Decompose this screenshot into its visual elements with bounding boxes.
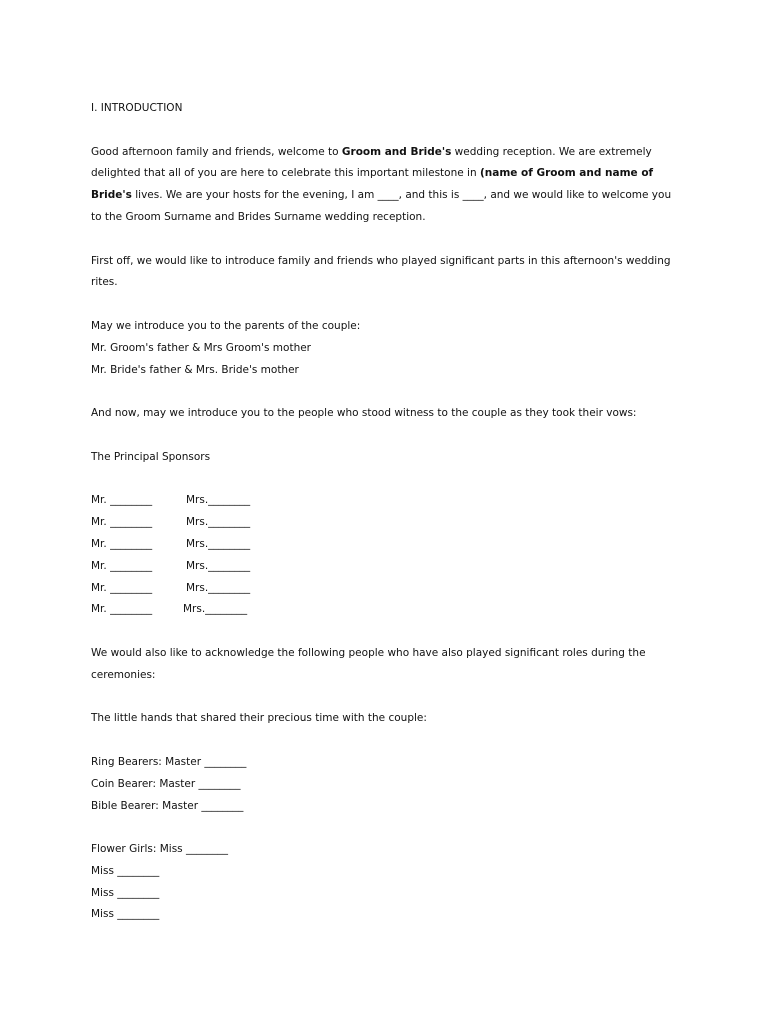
- sponsor-row: [91, 599, 681, 621]
- sponsor-mr: Mr. ________: [91, 516, 153, 529]
- sponsor-row: [91, 512, 681, 534]
- welcome-line-1: [91, 142, 681, 164]
- bride-parents: Mr. Bride's father & Mrs. Bride's mother: [91, 363, 299, 376]
- sponsor-mr: Mr. ________: [91, 581, 153, 594]
- welcome-line-4: to the Groom Surname and Brides Surname wedding reception.: [91, 210, 426, 223]
- spacer: [91, 621, 681, 643]
- sponsor-mr: Mr. ________: [91, 537, 153, 550]
- parents-intro: May we introduce you to the parents of the couple:: [91, 319, 361, 332]
- sponsor-mrs: Mrs.________: [186, 494, 251, 507]
- bearers-list: [91, 752, 681, 817]
- flower-girl: Miss ________: [91, 886, 160, 899]
- couple-name-bold: Groom and Bride's: [341, 145, 452, 158]
- bride-bold: Bride's: [91, 189, 132, 202]
- welcome-line-2: [91, 163, 681, 185]
- section-heading: I. INTRODUCTION: [91, 102, 183, 114]
- family-intro-line-2: rites.: [91, 276, 118, 289]
- principal-sponsors-list: [91, 490, 681, 621]
- acknowledge-line-1: We would also like to acknowledge the following people who have also played significant roles during the: [91, 646, 646, 659]
- acknowledge-line-2: ceremonies:: [91, 668, 156, 681]
- welcome-text: lives. We are your hosts for the evening, I am ____, and this is ____, and we would like to welcome you: [131, 189, 672, 202]
- principal-sponsors-title: The Principal Sponsors: [91, 450, 211, 463]
- sponsor-mrs: Mrs.________: [183, 603, 248, 616]
- document-body: [91, 98, 681, 926]
- welcome-line-3: [91, 185, 681, 207]
- welcome-paragraph: [91, 142, 681, 229]
- bible-bearer: Bible Bearer: Master ________: [91, 799, 244, 812]
- spacer: [91, 687, 681, 709]
- sponsor-row: [91, 578, 681, 600]
- sponsor-mrs: Mrs.________: [186, 516, 251, 529]
- witness-intro: And now, may we introduce you to the people who stood witness to the couple as they took their vows:: [91, 407, 637, 420]
- sponsor-row: [91, 556, 681, 578]
- spacer: [91, 229, 681, 251]
- sponsor-mrs: Mrs.________: [186, 581, 251, 594]
- acknowledge-paragraph: [91, 643, 681, 687]
- sponsor-row: [91, 534, 681, 556]
- spacer: [91, 730, 681, 752]
- sponsor-mr: Mr. ________: [91, 559, 153, 572]
- family-intro-paragraph: [91, 251, 681, 295]
- flower-girl: Miss ________: [91, 908, 160, 921]
- spacer: [91, 381, 681, 403]
- ring-bearers: Ring Bearers: Master ________: [91, 755, 247, 768]
- flower-girls-list: [91, 839, 681, 926]
- groom-parents: Mr. Groom's father & Mrs Groom's mother: [91, 341, 312, 354]
- sponsor-mr: Mr. ________: [91, 494, 153, 507]
- spacer: [91, 120, 681, 142]
- flower-girl: Miss ________: [91, 864, 160, 877]
- sponsor-row: [91, 490, 681, 512]
- flower-girls: Flower Girls: Miss ________: [91, 843, 228, 856]
- welcome-text: Good afternoon family and friends, welcome to: [91, 145, 342, 158]
- family-intro-line-1: First off, we would like to introduce family and friends who played significant parts in this afternoon's wedding: [91, 254, 671, 267]
- spacer: [91, 294, 681, 316]
- spacer: [91, 469, 681, 491]
- spacer: [91, 425, 681, 447]
- couple-names-bold: (name of Groom and name of: [479, 167, 654, 180]
- coin-bearer: Coin Bearer: Master ________: [91, 777, 241, 790]
- little-hands-intro: The little hands that shared their precious time with the couple:: [91, 712, 427, 725]
- welcome-text: delighted that all of you are here to celebrate this important milestone in: [91, 167, 480, 180]
- sponsor-mrs: Mrs.________: [186, 537, 251, 550]
- parents-paragraph: [91, 316, 681, 381]
- sponsor-mr: Mr. ________: [91, 603, 153, 616]
- sponsor-mrs: Mrs.________: [186, 559, 251, 572]
- spacer: [91, 817, 681, 839]
- welcome-text: wedding reception. We are extremely: [451, 145, 652, 158]
